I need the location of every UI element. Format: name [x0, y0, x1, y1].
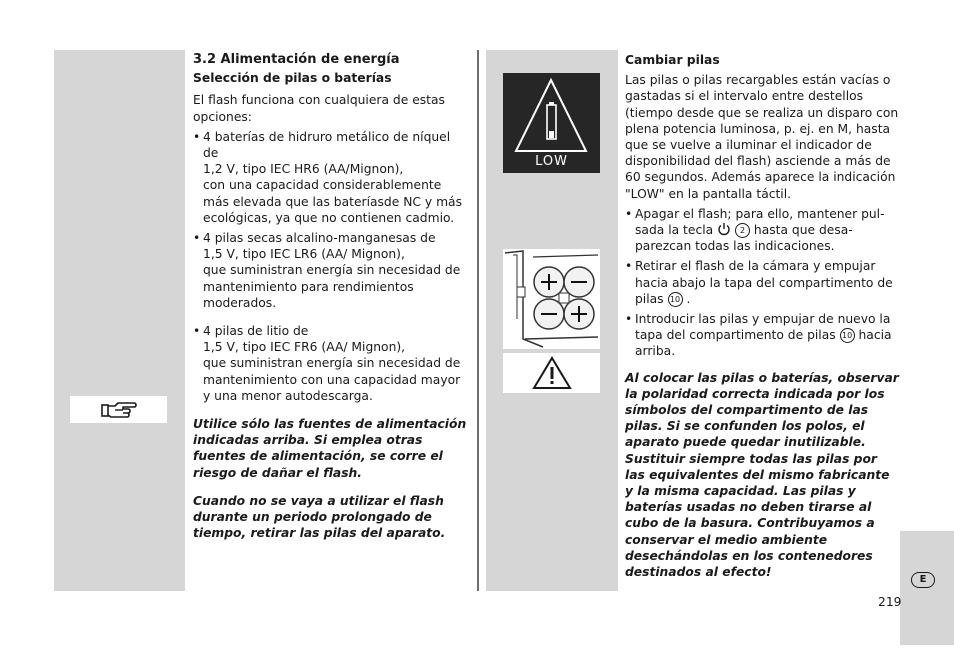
language-tab	[900, 531, 954, 645]
caution-triangle-icon	[532, 356, 572, 390]
low-label: LOW	[535, 154, 568, 169]
low-battery-display	[503, 73, 600, 173]
column-divider	[477, 50, 479, 591]
warning-text: Cuando no se vaya a utilizar el flash durante un periodo prolongado de tiempo, retirar las pilas del aparato.	[193, 493, 446, 541]
list-item: • 4 baterías de hidruro metálico de níquel de 1,2 V, tipo IEC HR6 (AA/Mignon), con una capacidad considerablemente más elevada que las bateríasde NC y más ecológicas, ya que no contienen cadmio.	[193, 129, 469, 226]
language-badge: E	[911, 572, 935, 588]
steps-list	[625, 206, 901, 360]
list-item: • Apagar el flash; para ello, mantener pulsada la tecla 2 hasta que desaparezcan todas las indicaciones.	[625, 206, 901, 255]
intro-text: Las pilas o pilas recargables están vacías o gastadas si el intervalo entre destellos (tiempo desde que se realiza un disparo con plena potencia luminosa, p. ej. en M, hasta que se vuelve a iluminar el indicador de disponibilidad del flash) asciende a más de 60 segundos. Además aparece la indicación "LOW" en la pantalla táctil.	[625, 73, 899, 201]
list-item: • Introducir las pilas y empujar de nuevo la tapa del compartimento de pilas 10 hacia arriba.	[625, 311, 901, 360]
subsection-title: Selección de pilas o baterías	[193, 71, 392, 86]
left-margin-band	[54, 50, 185, 591]
reference-number: 10	[668, 292, 683, 307]
intro-text: El flash funciona con cualquiera de estas opciones:	[193, 93, 445, 124]
list-item: • 4 pilas secas alcalino-manganesas de 1,5 V, tipo IEC LR6 (AA/ Mignon), que suministran energía sin necesidad de mantenimiento para rendimientos moderados.	[193, 230, 469, 311]
page-number: 219	[878, 595, 902, 609]
battery-options-list	[193, 129, 469, 404]
section-title: Cambiar pilas	[625, 53, 720, 67]
reference-number: 2	[735, 223, 750, 238]
battery-compartment-illustration	[503, 249, 600, 349]
warning-text: Al colocar las pilas o baterías, observar la polaridad correcta indicada por los símbolos del compartimento de las pilas. Si se confunden los polos, el aparato puede quedar inutilizable. Sustituir siempre todas las pilas por las equivalentes del mismo fabricante y la misma capacidad. Las pilas y baterías usadas no deben tirarse al cubo de la basura. Contribuyamos a conservar el medio ambiente desechándolas en los contenedores destinados al efecto!	[625, 370, 899, 580]
list-item: • 4 pilas de litio de 1,5 V, tipo IEC FR6 (AA/ Mignon), que suministran energía sin necesidad de mantenimiento con una capacidad mayor y una menor autodescarga.	[193, 323, 469, 404]
right-column	[625, 52, 901, 584]
power-button-icon	[717, 222, 731, 236]
list-item: • Retirar el flash de la cámara y empujar hacia abajo la tapa del compartimento de pilas 10 .	[625, 258, 901, 307]
note-box	[70, 396, 167, 423]
caution-box	[503, 353, 600, 393]
pointing-hand-icon	[99, 400, 139, 420]
battery-compartment-box	[503, 249, 600, 349]
left-column	[193, 52, 469, 545]
warning-text: Utilice sólo las fuentes de alimentación indicadas arriba. Si emplea otras fuentes de alimentación, se corre el riesgo de dañar el flash.	[193, 417, 467, 480]
section-title: 3.2 Alimentación de energía	[193, 52, 400, 67]
reference-number: 10	[840, 328, 855, 343]
